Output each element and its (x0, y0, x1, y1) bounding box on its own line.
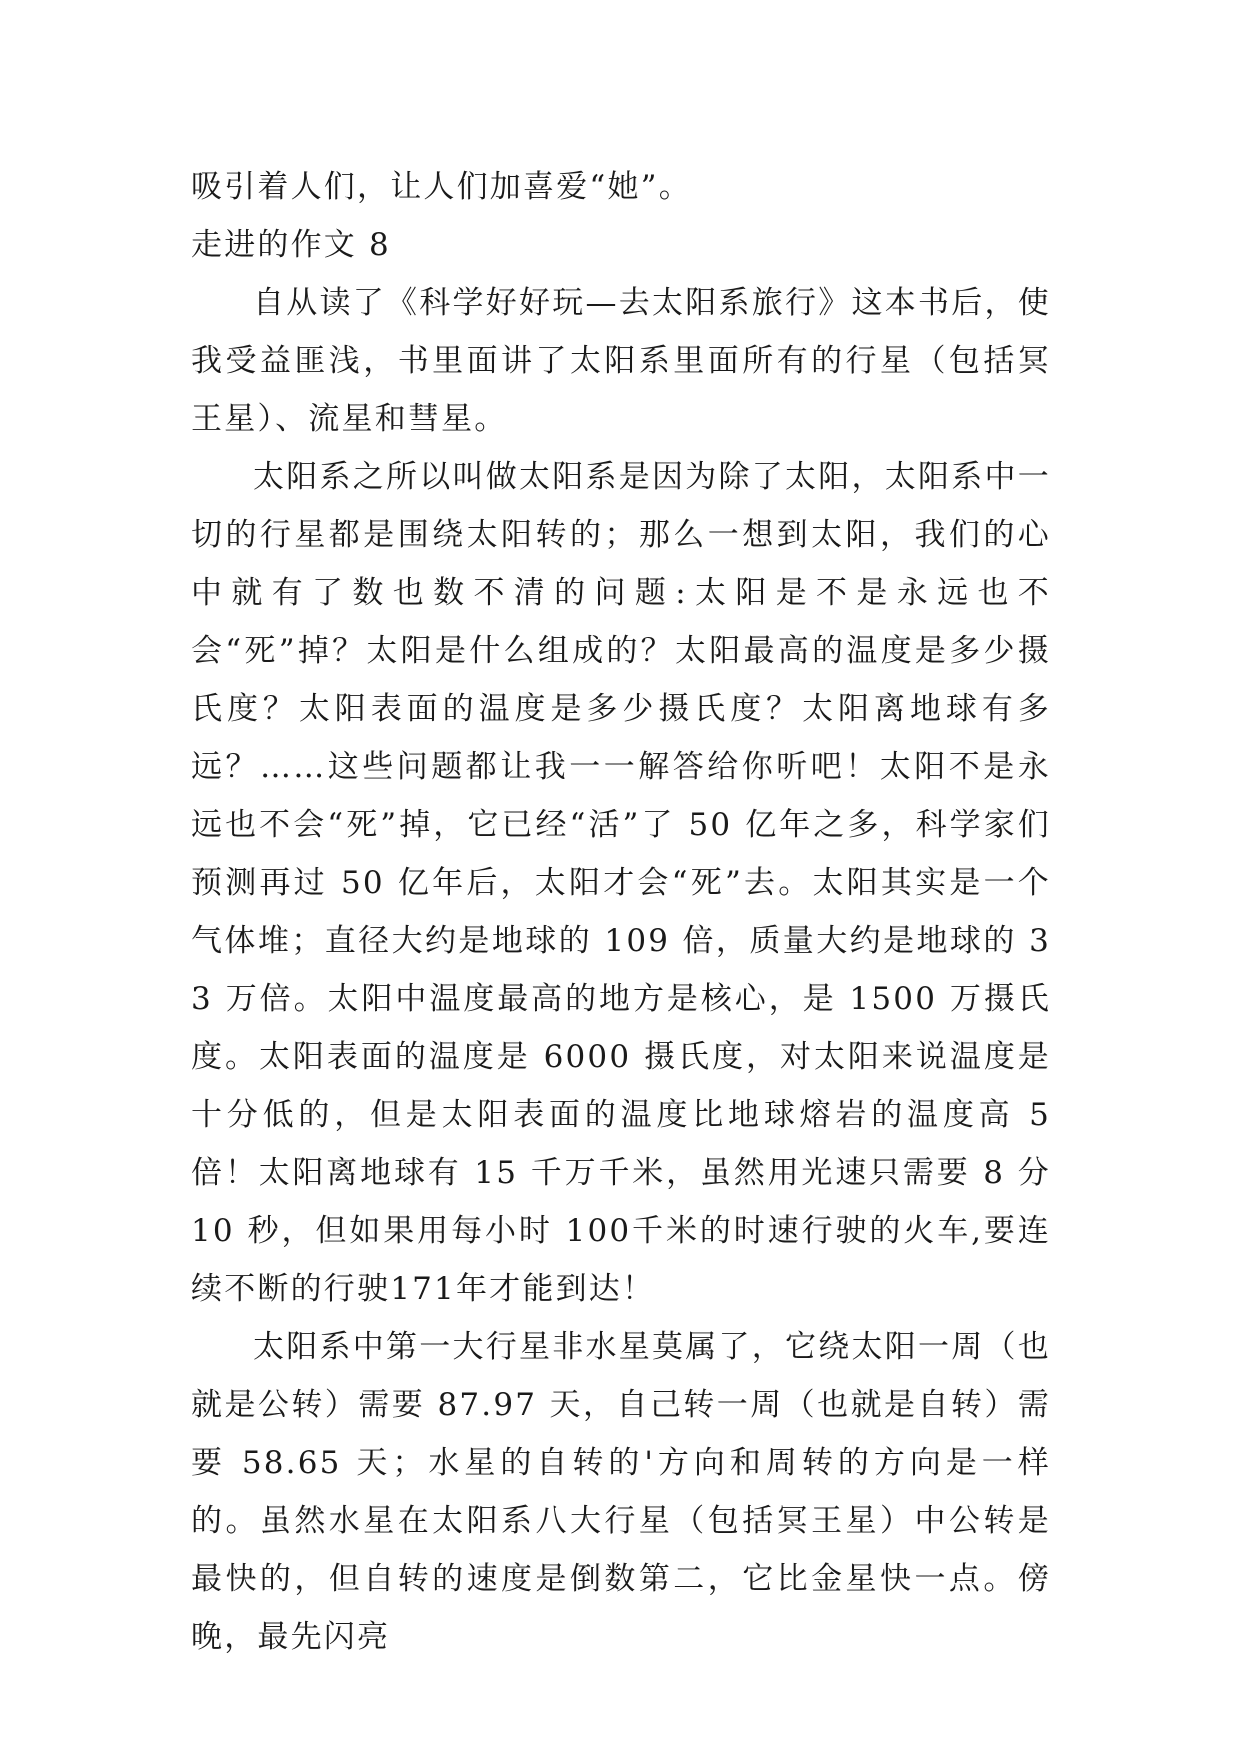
document-body (191, 158, 1051, 1666)
paragraph-3: 太阳系中第一大行星非水星莫属了，它绕太阳一周（也就是公转）需要 87.97 天，自己转一周（也就是自转）需要 58.65 天；水星的自转的'方向和周转的方向是一样的。虽然水星在太阳系八大行星（包括冥王星）中公转是最快的，但自转的速度是倒数第二，它比金星快一点。傍晚，最先闪亮 (191, 1329, 1051, 1655)
essay-heading: 走进的作文 8 (191, 227, 391, 263)
lead-line: 吸引着人们，让人们加喜爱“她”。 (191, 169, 692, 205)
paragraph-1: 自从读了《科学好好玩—去太阳系旅行》这本书后，使我受益匪浅，书里面讲了太阳系里面所有的行星（包括冥王星）、流星和彗星。 (191, 285, 1051, 437)
paragraph-2: 太阳系之所以叫做太阳系是因为除了太阳，太阳系中一切的行星都是围绕太阳转的；那么一想到太阳，我们的心中就有了数也数不清的问题:太阳是不是永远也不会“死”掉？太阳是什么组成的？太阳最高的温度是多少摄氏度？太阳表面的温度是多少摄氏度？太阳离地球有多远？……这些问题都让我一一解答给你听吧！太阳不是永远也不会“死”掉，它已经“活”了 50 亿年之多，科学家们预测再过 50 亿年后，太阳才会“死”去。太阳其实是一个气体堆；直径大约是地球的 109 倍，质量大约是地球的 33 万倍。太阳中温度最高的地方是核心，是 1500 万摄氏度。太阳表面的温度是 6000 摄氏度，对太阳来说温度是十分低的，但是太阳表面的温度比地球熔岩的温度高 5 倍！太阳离地球有 15 千万千米，虽然用光速只需要 8 分 10 秒，但如果用每小时 100千米的时速行驶的火车,要连续不断的行驶171年才能到达！ (191, 459, 1051, 1307)
